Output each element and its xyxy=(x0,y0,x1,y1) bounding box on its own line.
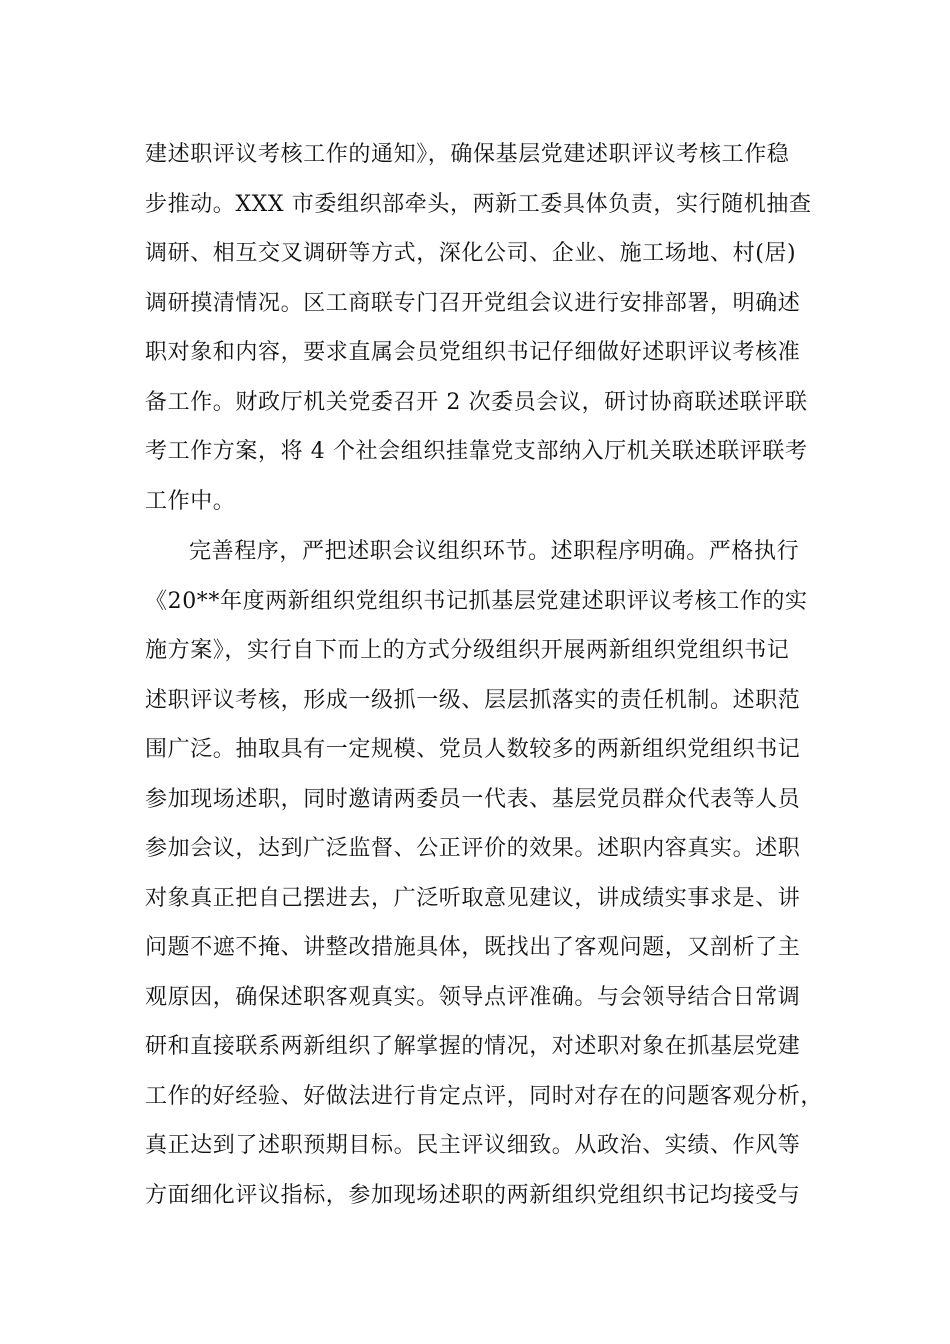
paragraph-1 xyxy=(145,130,810,526)
paragraph-line: 参加现场述职，同时邀请两委员一代表、基层党员群众代表等人员 xyxy=(145,786,801,812)
paragraph-2 xyxy=(145,527,824,1220)
paragraph-line: 步推动。XXX 市委组织部牵头，两新工委具体负责，实行随机抽查 xyxy=(145,191,812,217)
paragraph-line: 研和直接联系两新组织了解掌握的情况，对述职对象在抓基层党建 xyxy=(145,1034,801,1059)
paragraph-line: 调研摸清情况。区工商联专门召开党组会议进行安排部署，明确述 xyxy=(145,290,801,316)
paragraph-line: 方面细化评议指标，参加现场述职的两新组织党组织书记均接受与 xyxy=(145,1182,801,1208)
paragraph-line: 建述职评议考核工作的通知》，确保基层党建述职评议考核工作稳 xyxy=(145,142,790,167)
paragraph-line: 完善程序，严把述职会议组织环节。述职程序明确。严格执行 xyxy=(189,539,800,564)
paragraph-line: 《20**年度两新组织党组织书记抓基层党建述职评议考核工作的实 xyxy=(145,588,808,614)
paragraph-line: 工作的好经验、好做法进行肯定点评，同时对存在的问题客观分析， xyxy=(145,1083,824,1109)
paragraph-line: 施方案》，实行自下而上的方式分级组织开展两新组织党组织书记 xyxy=(145,638,790,663)
paragraph-line: 观原因，确保述职客观真实。领导点评准确。与会领导结合日常调 xyxy=(145,984,801,1010)
paragraph-line: 问题不遮不掩、讲整改措施具体，既找出了客观问题，又剖析了主 xyxy=(145,935,801,960)
paragraph-line: 参加会议，达到广泛监督、公正评价的效果。述职内容真实。述职 xyxy=(145,836,801,861)
paragraph-line: 调研、相互交叉调研等方式，深化公司、企业、施工场地、村(居) xyxy=(145,241,797,266)
paragraph-line: 围广泛。抽取具有一定规模、党员人数较多的两新组织党组织书记 xyxy=(145,737,801,762)
paragraph-line: 真正达到了述职预期目标。民主评议细致。从政治、实绩、作风等 xyxy=(145,1133,801,1158)
paragraph-line: 对象真正把自己摆进去，广泛听取意见建议，讲成绩实事求是、讲 xyxy=(145,885,801,911)
paragraph-line: 职对象和内容，要求直属会员党组织书记仔细做好述职评议考核准 xyxy=(145,340,801,365)
paragraph-line: 述职评议考核，形成一级抓一级、层层抓落实的责任机制。述职范 xyxy=(145,687,801,713)
paragraph-line: 考工作方案，将 4 个社会组织挂靠党支部纳入厅机关联述联评联考 xyxy=(145,439,808,464)
document-body xyxy=(145,130,824,1220)
paragraph-line: 备工作。财政厅机关党委召开 2 次委员会议，研讨协商联述联评联 xyxy=(145,389,808,415)
paragraph-line: 工作中。 xyxy=(145,488,236,514)
